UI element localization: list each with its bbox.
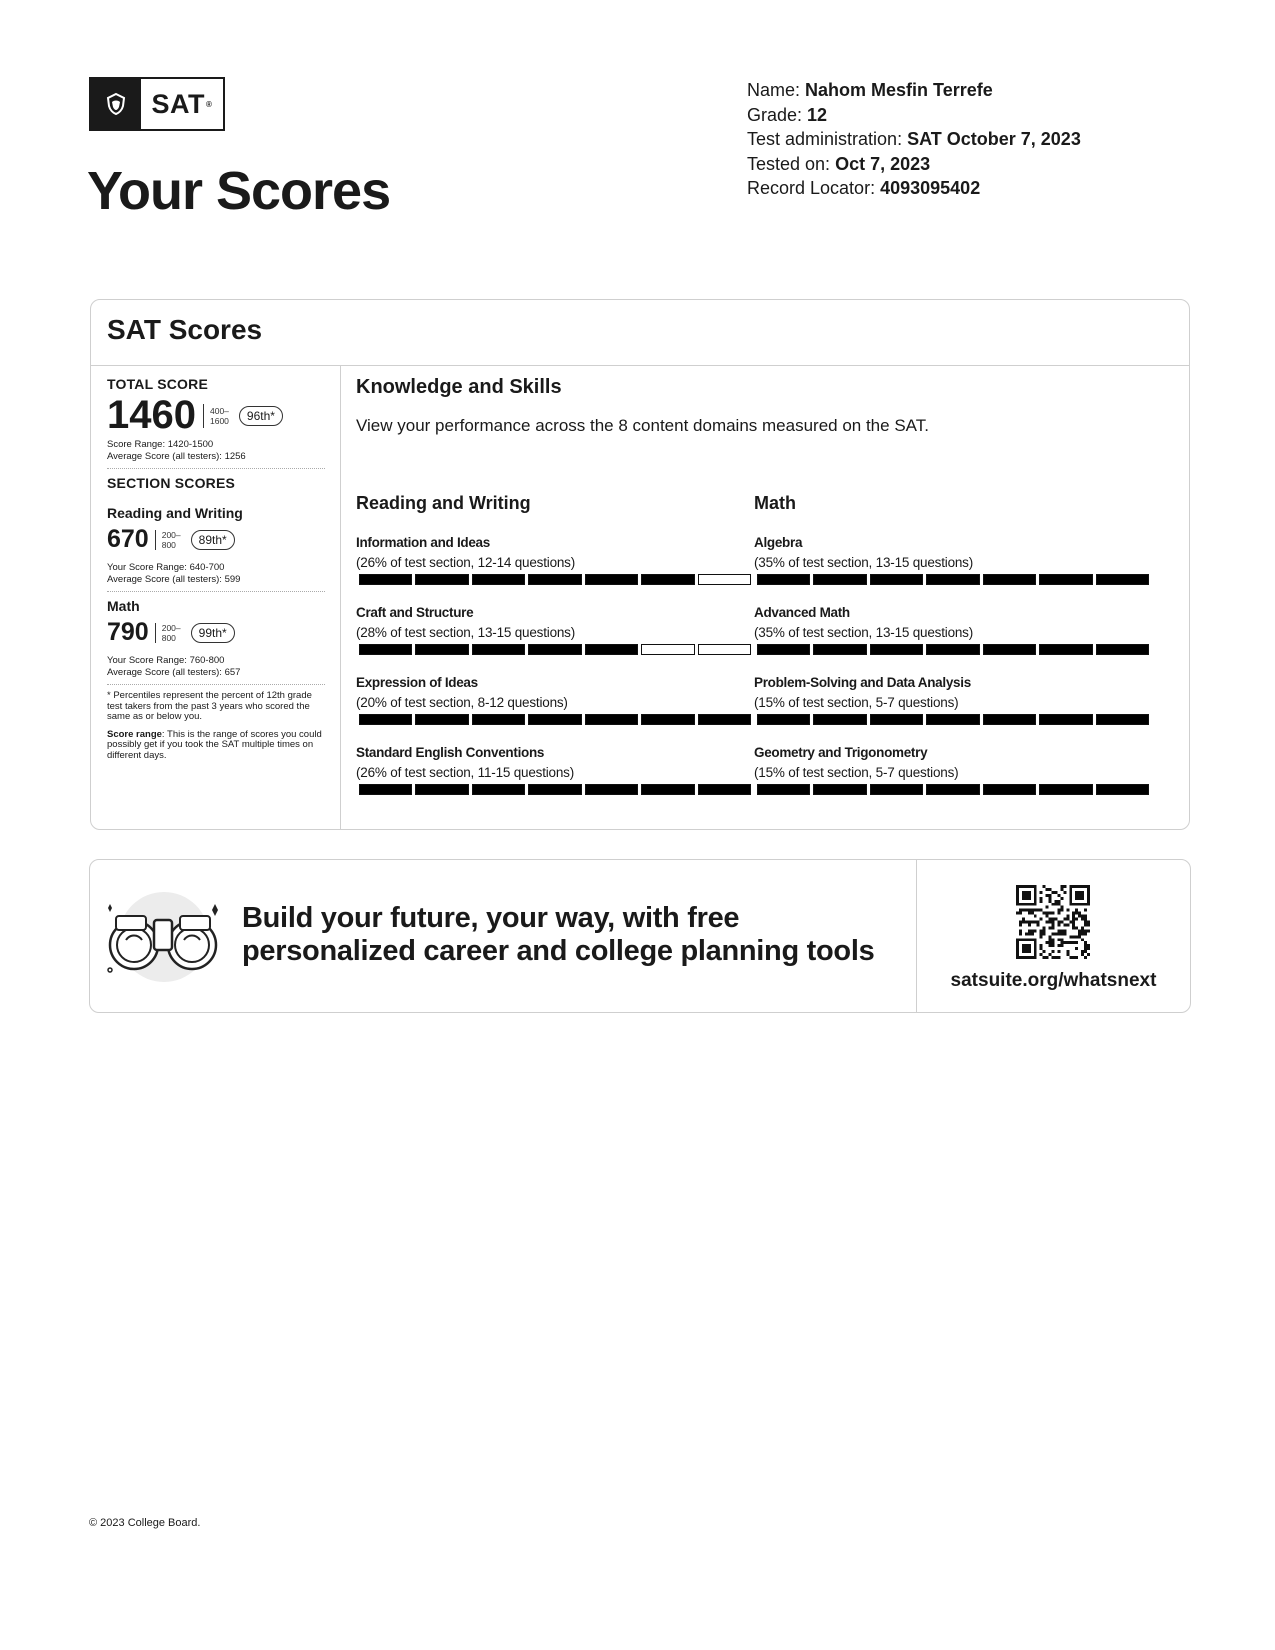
domain-detail: (15% of test section, 5-7 questions) — [754, 765, 959, 780]
performance-segment-filled — [870, 644, 923, 655]
copyright: © 2023 College Board. — [89, 1517, 201, 1529]
divider — [340, 365, 341, 829]
domain-group-title: Reading and Writing — [356, 493, 531, 513]
performance-segment-filled — [983, 574, 1036, 585]
total-score-row — [107, 393, 325, 438]
planning-tools-promo — [89, 859, 1191, 1013]
performance-segment-filled — [757, 574, 810, 585]
performance-segment-filled — [415, 784, 468, 795]
performance-segment-filled — [585, 714, 638, 725]
content-domain — [754, 745, 1149, 795]
performance-segment-filled — [528, 574, 581, 585]
performance-segment-filled — [641, 784, 694, 795]
domain-group-title: Math — [754, 493, 796, 513]
record-locator-value: 4093095402 — [880, 178, 981, 198]
performance-segment-filled — [1096, 714, 1149, 725]
score-range-note: Score range: This is the range of scores you could possibly get if you took the SAT multiple times on different days. — [107, 728, 322, 761]
performance-bar — [754, 714, 1149, 725]
grade-value: 12 — [807, 104, 828, 125]
logo-wordmark: SAT ® — [151, 88, 213, 119]
performance-segment-filled — [813, 574, 866, 585]
performance-segment-filled — [528, 784, 581, 795]
promo-headline: Build your future, your way, with free personalized career and college planning tools — [242, 902, 875, 967]
performance-segment-filled — [926, 644, 979, 655]
performance-segment-filled — [926, 714, 979, 725]
performance-bar — [356, 714, 751, 725]
performance-segment-filled — [585, 574, 638, 585]
math-score: 790 — [107, 618, 149, 646]
content-domain — [356, 675, 751, 725]
performance-segment-empty — [641, 644, 694, 655]
test-admin-row: Test administration: SAT October 7, 2023 — [747, 129, 1081, 149]
card-title: SAT Scores — [107, 314, 263, 345]
content-domain — [754, 535, 1149, 585]
performance-segment-filled — [359, 644, 412, 655]
performance-segment-filled — [641, 574, 694, 585]
domain-group-reading-writing — [356, 493, 751, 780]
score-summary — [107, 376, 325, 761]
tested-on-row: Tested on: Oct 7, 2023 — [747, 153, 931, 174]
performance-segment-filled — [813, 644, 866, 655]
performance-segment-filled — [757, 644, 810, 655]
performance-segment-empty — [698, 574, 751, 585]
total-score-value: 1460 — [107, 393, 196, 437]
performance-bar — [356, 644, 751, 655]
math-percentile-badge: 99th* — [191, 623, 235, 643]
content-domain — [754, 605, 1149, 655]
domain-name: Expression of Ideas — [356, 675, 478, 690]
reading-writing-score-range: Your Score Range: 640-700 — [107, 562, 225, 573]
performance-bar — [754, 644, 1149, 655]
performance-segment-filled — [585, 784, 638, 795]
performance-segment-filled — [983, 784, 1036, 795]
performance-segment-filled — [870, 784, 923, 795]
section-score-scale: 200– 800 — [161, 622, 181, 643]
domain-detail: (26% of test section, 12-14 questions) — [356, 555, 576, 570]
knowledge-and-skills — [356, 376, 1176, 780]
performance-segment-filled — [757, 784, 810, 795]
test-admin-value: SAT October 7, 2023 — [907, 129, 1081, 149]
content-domain — [356, 535, 751, 585]
domain-detail: (15% of test section, 5-7 questions) — [754, 695, 959, 710]
total-percentile-badge: 96th* — [239, 406, 283, 426]
divider — [107, 591, 325, 592]
domain-name: Geometry and Trigonometry — [754, 745, 928, 760]
divider — [91, 365, 1189, 366]
student-name: Nahom Mesfin Terrefe — [805, 80, 993, 100]
domain-detail: (35% of test section, 13-15 questions) — [754, 555, 974, 570]
tested-on-value: Oct 7, 2023 — [835, 153, 931, 174]
content-domain — [356, 605, 751, 655]
student-name-row: Name: Nahom Mesfin Terrefe — [747, 80, 993, 100]
performance-segment-filled — [926, 574, 979, 585]
domain-name: Information and Ideas — [356, 535, 490, 550]
knowledge-skills-title: Knowledge and Skills — [356, 376, 562, 398]
content-domain — [754, 675, 1149, 725]
performance-segment-filled — [870, 574, 923, 585]
performance-segment-filled — [359, 714, 412, 725]
reading-writing-score: 670 — [107, 525, 149, 553]
performance-segment-filled — [698, 714, 751, 725]
grade-row: Grade: 12 — [747, 104, 828, 125]
divider — [107, 684, 325, 685]
sat-scores-card — [90, 299, 1190, 830]
section-name-math: Math — [107, 598, 140, 614]
content-domain — [356, 745, 751, 795]
domain-detail: (28% of test section, 13-15 questions) — [356, 625, 576, 640]
binoculars-icon — [102, 890, 222, 985]
performance-segment-filled — [472, 574, 525, 585]
total-average-score: Average Score (all testers): 1256 — [107, 451, 246, 462]
performance-segment-filled — [528, 644, 581, 655]
total-score-label: TOTAL SCORE — [107, 376, 208, 392]
performance-segment-filled — [870, 714, 923, 725]
student-info — [747, 78, 1081, 201]
performance-segment-filled — [983, 644, 1036, 655]
performance-segment-filled — [1096, 784, 1149, 795]
domain-detail: (20% of test section, 8-12 questions) — [356, 695, 568, 710]
performance-segment-filled — [472, 714, 525, 725]
performance-segment-filled — [472, 644, 525, 655]
domain-detail: (26% of test section, 11-15 questions) — [356, 765, 575, 780]
reading-writing-percentile-badge: 89th* — [191, 530, 235, 550]
whatsnext-link[interactable]: satsuite.org/whatsnext — [950, 970, 1157, 991]
performance-segment-filled — [1039, 574, 1092, 585]
math-score-range: Your Score Range: 760-800 — [107, 655, 225, 666]
performance-segment-filled — [585, 644, 638, 655]
total-score-range: Score Range: 1420-1500 — [107, 439, 214, 450]
section-score-row — [107, 525, 325, 554]
performance-segment-filled — [813, 714, 866, 725]
performance-segment-filled — [1039, 784, 1092, 795]
performance-segment-filled — [813, 784, 866, 795]
divider — [155, 530, 156, 550]
page-title: Your Scores — [87, 161, 391, 221]
total-score-scale: 400– 1600 — [209, 405, 229, 426]
math-average-score: Average Score (all testers): 657 — [107, 667, 241, 678]
performance-segment-filled — [528, 714, 581, 725]
record-locator-row: Record Locator: 4093095402 — [747, 178, 981, 198]
performance-segment-filled — [757, 714, 810, 725]
domain-name: Standard English Conventions — [356, 745, 545, 760]
performance-segment-filled — [641, 714, 694, 725]
performance-segment-filled — [415, 644, 468, 655]
reading-writing-average-score: Average Score (all testers): 599 — [107, 574, 241, 585]
section-name-reading-writing: Reading and Writing — [107, 505, 243, 521]
knowledge-skills-description: View your performance across the 8 content domains measured on the SAT. — [356, 416, 929, 435]
performance-bar — [356, 784, 751, 795]
performance-bar — [356, 574, 751, 585]
performance-segment-filled — [1039, 644, 1092, 655]
performance-segment-filled — [472, 784, 525, 795]
performance-segment-empty — [698, 644, 751, 655]
qr-code-icon — [1016, 885, 1090, 959]
domain-name: Advanced Math — [754, 605, 850, 620]
percentile-footnote: * Percentiles represent the percent of 12th grade test takers from the past 3 years who scored the same as or below you. — [107, 690, 312, 722]
performance-segment-filled — [1039, 714, 1092, 725]
sat-logo — [89, 77, 225, 131]
performance-segment-filled — [359, 784, 412, 795]
domain-name: Craft and Structure — [356, 605, 474, 620]
acorn-shield-icon — [91, 79, 141, 129]
performance-segment-filled — [415, 714, 468, 725]
performance-bar — [754, 574, 1149, 585]
section-score-row — [107, 618, 325, 647]
domain-name: Problem-Solving and Data Analysis — [754, 675, 971, 690]
performance-segment-filled — [415, 574, 468, 585]
performance-bar — [754, 784, 1149, 795]
divider — [155, 623, 156, 643]
domain-detail: (35% of test section, 13-15 questions) — [754, 625, 974, 640]
divider — [203, 404, 204, 428]
performance-segment-filled — [359, 574, 412, 585]
performance-segment-filled — [698, 784, 751, 795]
performance-segment-filled — [1096, 574, 1149, 585]
performance-segment-filled — [1096, 644, 1149, 655]
performance-segment-filled — [926, 784, 979, 795]
performance-segment-filled — [983, 714, 1036, 725]
divider — [107, 468, 325, 469]
domain-name: Algebra — [754, 535, 803, 550]
section-score-scale: 200– 800 — [161, 529, 181, 550]
domain-group-math — [754, 493, 1149, 780]
section-scores-label: SECTION SCORES — [107, 475, 236, 491]
